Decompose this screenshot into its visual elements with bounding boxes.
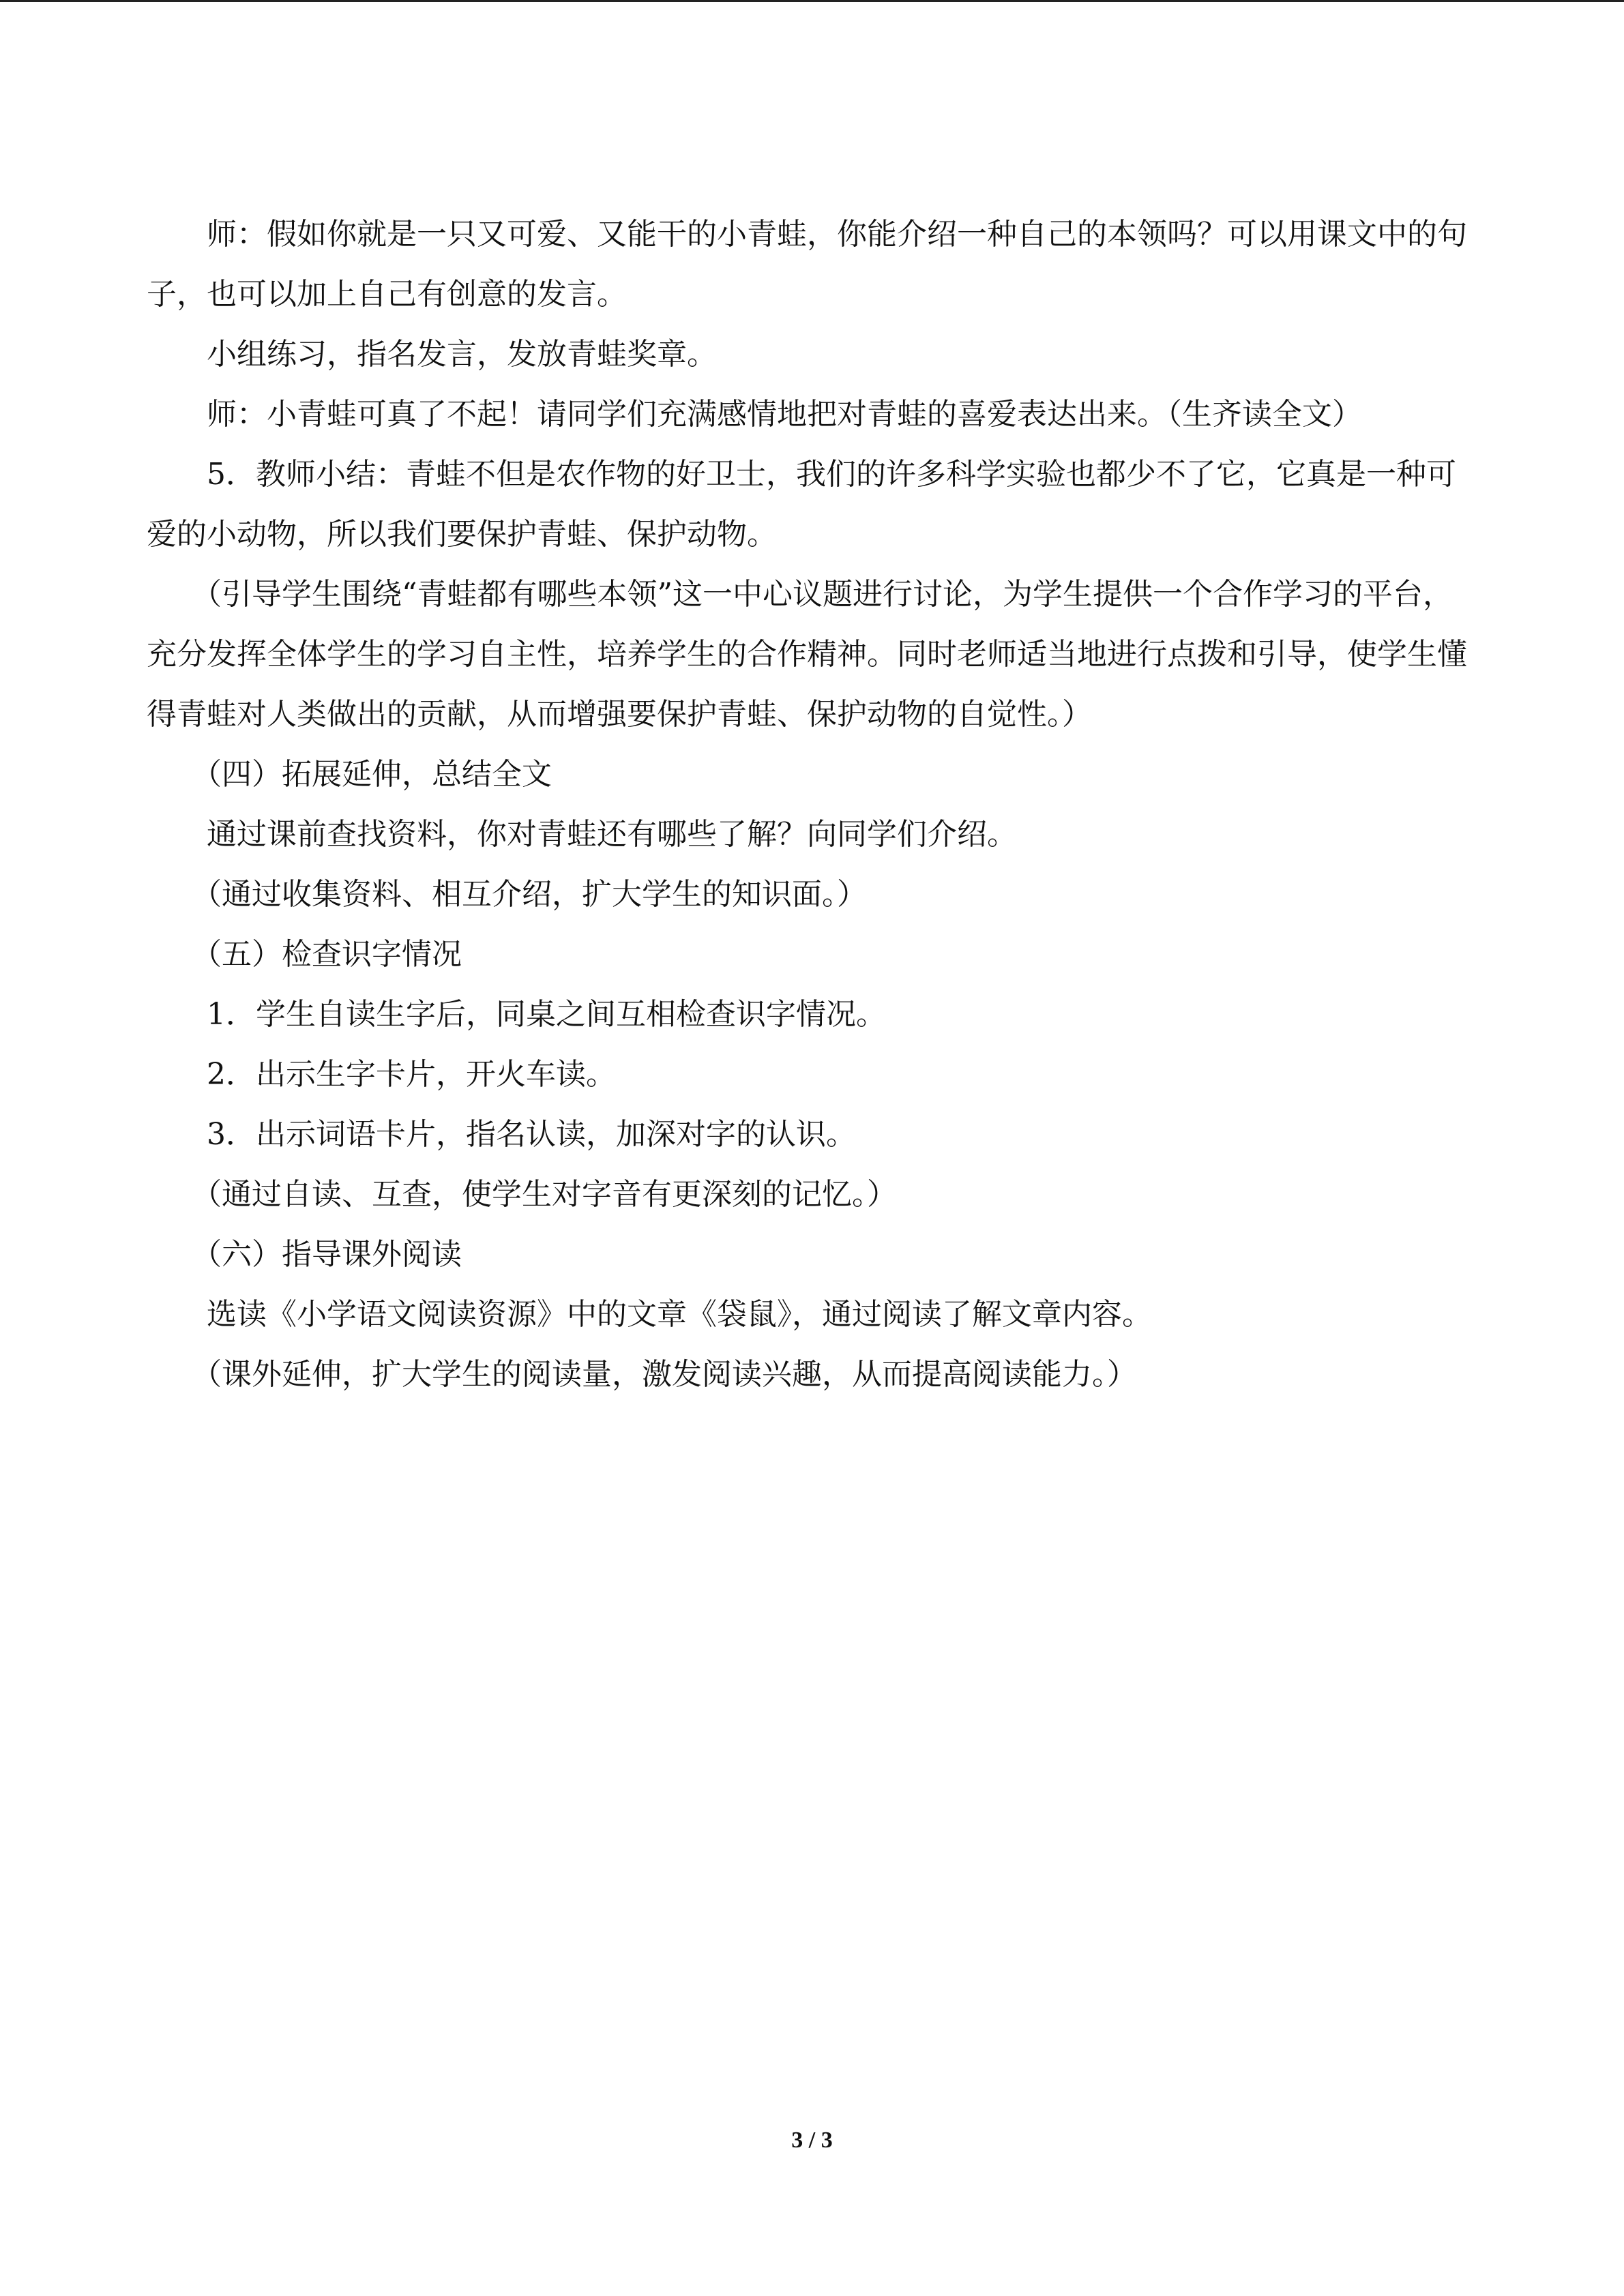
list-item: 3．出示词语卡片，指名认读，加深对字的认识。 bbox=[147, 1117, 856, 1152]
page-number: 3 / 3 bbox=[791, 2128, 833, 2153]
paragraph: 师：小青蛙可真了不起！请同学们充满感情地把对青蛙的喜爱表达出来。（生齐读全文） bbox=[147, 397, 1362, 432]
paragraph: 师：假如你就是一只又可爱、又能干的小青蛙，你能介绍一种自己的本领吗？可以用课文中的句子，也可以加上自己有创意的发言。 bbox=[147, 217, 1467, 312]
list-item: 2．出示生字卡片，开火车读。 bbox=[147, 1057, 616, 1092]
paragraph: 小组练习，指名发言，发放青蛙奖章。 bbox=[147, 337, 717, 372]
paragraph: 通过课前查找资料，你对青蛙还有哪些了解？向同学们介绍。 bbox=[147, 817, 1017, 852]
document-body bbox=[147, 205, 1477, 1405]
section-heading: （六）指导课外阅读 bbox=[147, 1237, 462, 1272]
paragraph: 选读《小学语文阅读资源》中的文章《袋鼠》，通过阅读了解文章内容。 bbox=[147, 1297, 1152, 1332]
section-heading: （四）拓展延伸，总结全文 bbox=[147, 757, 552, 792]
section-heading: （五）检查识字情况 bbox=[147, 937, 462, 972]
list-item: 1．学生自读生字后，同桌之间互相检查识字情况。 bbox=[147, 997, 886, 1032]
top-border-line bbox=[0, 0, 1624, 2]
paragraph: （课外延伸，扩大学生的阅读量，激发阅读兴趣，从而提高阅读能力。） bbox=[147, 1357, 1137, 1392]
paragraph: （通过自读、互查，使学生对字音有更深刻的记忆。） bbox=[147, 1177, 897, 1212]
paragraph: 5．教师小结：青蛙不但是农作物的好卫士，我们的许多科学实验也都少不了它，它真是一种可爱的小动物，所以我们要保护青蛙、保护动物。 bbox=[147, 457, 1456, 552]
paragraph: （通过收集资料、相互介绍，扩大学生的知识面。） bbox=[147, 877, 867, 912]
paragraph: （引导学生围绕“青蛙都有哪些本领”这一中心议题进行讨论，为学生提供一个合作学习的平台，充分发挥全体学生的学习自主性，培养学生的合作精神。同时老师适当地进行点拨和引导，使学生懂得青蛙对人类做出的贡献，从而增强要保护青蛙、保护动物的自觉性。） bbox=[147, 577, 1467, 732]
